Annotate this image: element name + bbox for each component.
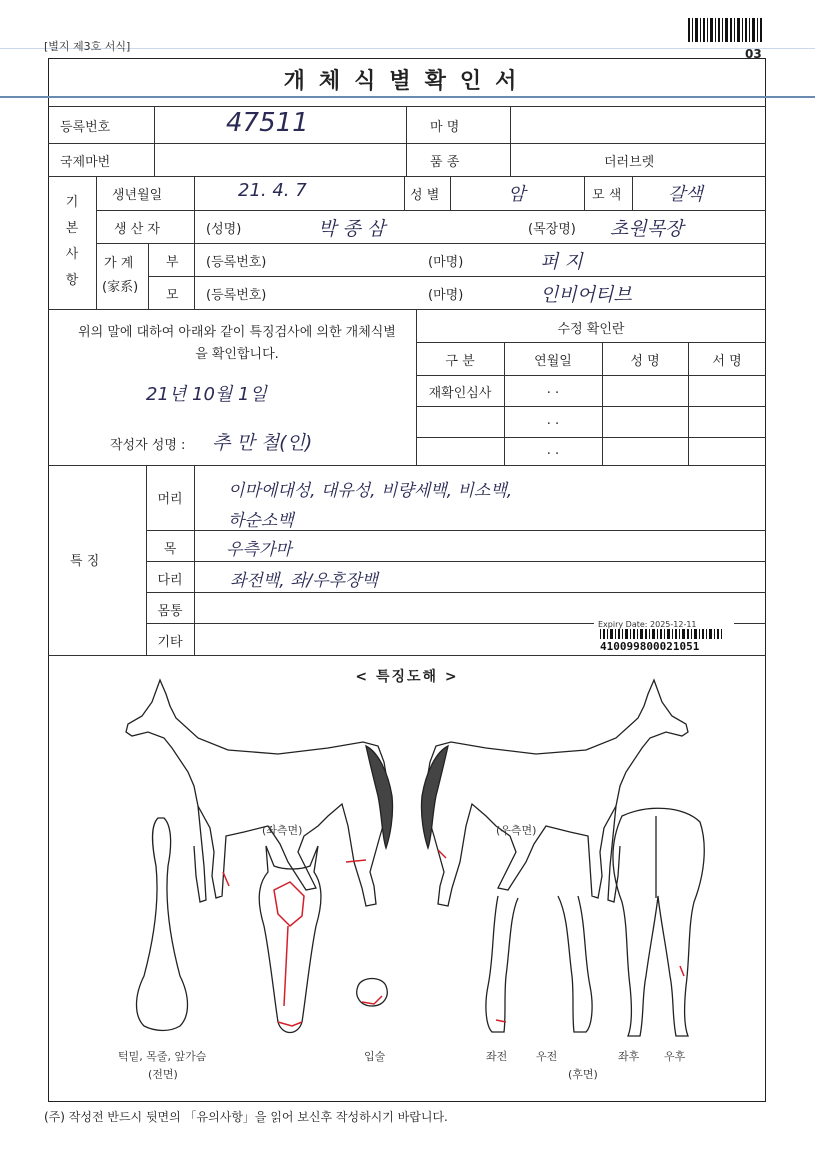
- horse-underside-view: [137, 818, 188, 1031]
- breed-value: 더러브렛: [604, 155, 655, 170]
- sire-name-value: 퍼 지: [540, 251, 583, 273]
- right-tail: [421, 746, 448, 848]
- rear-label: (후면): [568, 1068, 598, 1081]
- left-fore-marking: [223, 872, 229, 886]
- page-number: 03: [745, 47, 762, 61]
- feature-value-neck: 우측가마: [226, 540, 292, 560]
- feature-value-head-cont: 하순소백: [228, 511, 294, 531]
- horse-right-side: [426, 680, 688, 906]
- sire-reg-no-label: (등록번호): [206, 255, 267, 270]
- dam-name-label: (마명): [428, 288, 464, 303]
- sex-value: 암: [508, 184, 526, 205]
- reg-no-label: 등록번호: [60, 120, 111, 135]
- dam-reg-no-label: (등록번호): [206, 288, 267, 303]
- confirmation-date: 21년 10월 1일: [146, 384, 267, 405]
- birth-label: 생년월일: [112, 188, 163, 203]
- barcode-top: [688, 18, 764, 42]
- revision-row-date: . .: [546, 382, 560, 397]
- dam-name-value: 인비어티브: [540, 284, 632, 306]
- feature-label-legs: 다리: [157, 573, 183, 588]
- horse-diagram: [48, 676, 766, 1096]
- footer-note: (주) 작성전 반드시 뒷면의 「유의사항」을 읽어 보신후 작성하시기 바랍니다.: [44, 1110, 448, 1124]
- left-side-label: (좌측면): [262, 824, 303, 837]
- horse-rear-view: [613, 808, 704, 1036]
- feature-value-legs: 좌전백, 좌/우후장백: [230, 571, 378, 591]
- document-title: 개체식별확인서: [283, 69, 531, 94]
- front-label: (전면): [148, 1068, 178, 1081]
- underside-label: 턱밑, 목줄, 앞가슴: [118, 1050, 207, 1063]
- feature-label-other: 기타: [157, 635, 183, 650]
- basic-section-label: 기본사항: [65, 195, 79, 288]
- revision-header-type: 구 분: [445, 354, 475, 369]
- forehead-marking: [274, 882, 304, 926]
- diagram-title: < 특징도해 >: [355, 669, 459, 685]
- revision-header-sign: 서 명: [712, 354, 742, 369]
- left-hind-marking: [346, 860, 366, 862]
- sire-label: 부: [166, 255, 179, 270]
- lower-lip-marking: [278, 1022, 302, 1026]
- lip-marking: [362, 996, 382, 1004]
- revision-header-date: 연월일: [534, 354, 572, 369]
- horse-front-legs: [486, 896, 592, 1032]
- author-value: 추 만 철(인): [212, 432, 313, 454]
- farm-label: (목장명): [528, 222, 576, 237]
- lip-label: 입술: [364, 1050, 386, 1063]
- producer-name-value: 박 종 삼: [318, 218, 386, 240]
- author-label: 작성자 성명 :: [110, 438, 186, 453]
- horse-left-side: [126, 680, 388, 906]
- features-section-label: 특 징: [70, 554, 100, 569]
- form-code: [별지 제3호 서식]: [44, 40, 131, 53]
- sire-name-label: (마명): [428, 255, 464, 270]
- reg-no-value: 47511: [226, 108, 309, 138]
- left-tail: [366, 746, 393, 848]
- horse-front-head: [259, 846, 321, 1033]
- right-side-label: (우측면): [496, 824, 537, 837]
- hind-right-marking: [680, 966, 684, 976]
- confirmation-statement: 위의 말에 대하여 아래와 같이 특징검사에 의한 개체식별을 확인합니다.: [78, 325, 396, 362]
- sex-label: 성 별: [410, 188, 440, 203]
- revision-row-date: . .: [546, 413, 560, 428]
- scan-artifact-line-blue: [0, 96, 815, 98]
- feature-label-neck: 목: [163, 542, 177, 557]
- intl-no-label: 국제마번: [60, 155, 111, 170]
- feature-label-body: 몸통: [157, 604, 183, 619]
- revision-header-name: 성 명: [630, 354, 660, 369]
- feature-label-head: 머리: [157, 492, 183, 507]
- family-hanja: (家系): [102, 280, 139, 295]
- horse-name-label: 마 명: [430, 120, 460, 135]
- producer-label: 생 산 자: [114, 222, 160, 237]
- sticker-expiry: Expiry Date: 2025-12-11: [598, 620, 697, 629]
- stripe-marking: [284, 926, 288, 1006]
- birth-value: 21. 4. 7: [238, 180, 307, 201]
- color-value: 갈색: [668, 184, 703, 205]
- breed-label: 품 종: [430, 155, 460, 170]
- horse-lip: [357, 979, 387, 1007]
- color-label: 모 색: [592, 188, 622, 203]
- hind-right-label: 우후: [664, 1050, 686, 1063]
- family-label: 가 계: [104, 256, 134, 271]
- revision-title: 수정 확인란: [557, 322, 625, 337]
- fore-right-label: 우전: [536, 1050, 558, 1063]
- producer-name-label: (성명): [206, 222, 242, 237]
- hind-left-label: 좌후: [618, 1050, 640, 1063]
- sticker-code: 410099800021051: [600, 640, 700, 653]
- feature-value-head: 이마에대성, 대유성, 비량세백, 비소백,: [228, 481, 513, 501]
- revision-row-type: 재확인심사: [428, 386, 492, 401]
- fore-left-label: 좌전: [486, 1050, 508, 1063]
- farm-value: 초원목장: [610, 218, 684, 240]
- dam-label: 모: [166, 288, 179, 303]
- revision-row-date: . .: [546, 443, 560, 458]
